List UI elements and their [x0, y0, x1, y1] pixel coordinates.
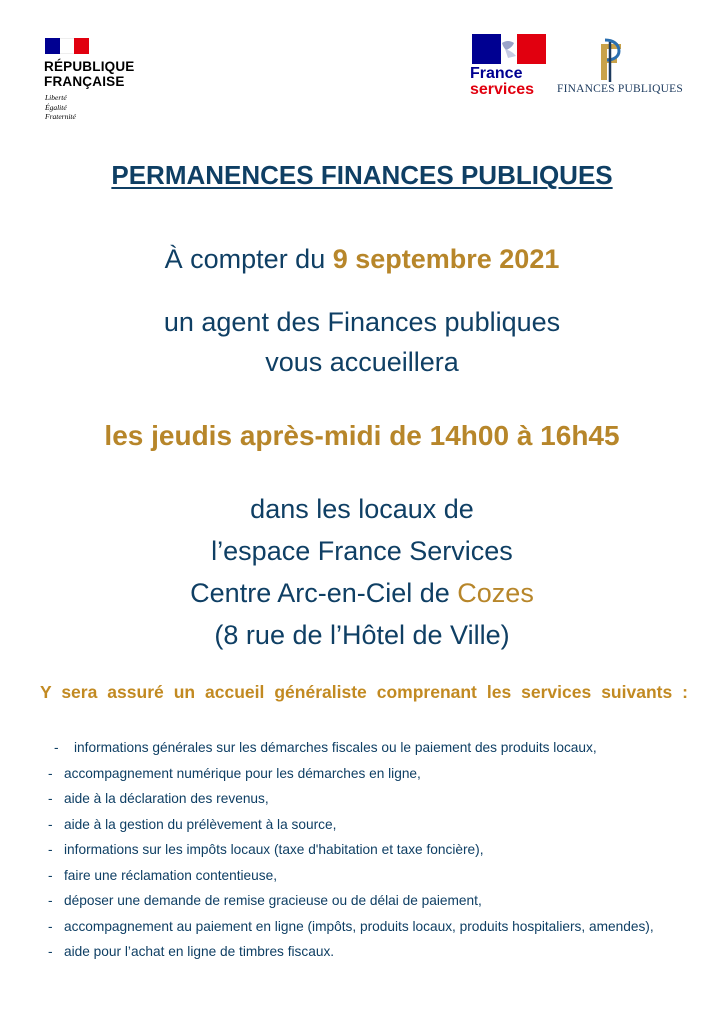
agent-line-1: un agent des Finances publiques	[163, 307, 561, 337]
services-intro: Y sera assuré un accueil généraliste comprenant les services suivants :	[40, 682, 688, 702]
location-city: Cozes	[457, 578, 534, 608]
location-line-1: dans les locaux de	[250, 494, 474, 524]
location-address: (8 rue de l’Hôtel de Ville)	[214, 620, 510, 650]
list-item: - informations sur les impôts locaux (taxe d'habitation et taxe foncière),	[48, 842, 484, 857]
list-item: - déposer une demande de remise gracieuse ou de délai de paiement,	[48, 893, 482, 908]
agent-line-2: vous accueillera	[265, 347, 459, 377]
finances-publiques-label: FINANCES PUBLIQUES	[557, 83, 683, 95]
start-date: 9 septembre 2021	[332, 244, 560, 274]
france-services-logo: France services	[470, 65, 535, 98]
start-date-line: À compter du 9 septembre 2021	[164, 244, 560, 274]
list-item: - accompagnement au paiement en ligne (impôts, produits locaux, produits hospitaliers, amendes),	[48, 918, 654, 934]
republique-francaise-flag-icon	[45, 38, 89, 54]
list-item: - informations générales sur les démarches fiscales ou le paiement des produits locaux,	[54, 740, 597, 755]
list-item: - faire une réclamation contentieuse,	[48, 867, 278, 883]
france-services-flag-icon	[472, 34, 546, 64]
schedule: les jeudis après-midi de 14h00 à 16h45	[104, 420, 620, 451]
list-item: - aide à la déclaration des revenus,	[48, 791, 269, 806]
list-item: - aide à la gestion du prélèvement à la source,	[48, 816, 337, 832]
location-line-3: Centre Arc-en-Ciel de Cozes	[190, 578, 534, 608]
services-list	[40, 738, 688, 968]
page-title: PERMANENCES FINANCES PUBLIQUES	[111, 160, 613, 190]
location-line-2: l’espace France Services	[211, 536, 513, 566]
list-item: - accompagnement numérique pour les démarches en ligne,	[48, 765, 421, 781]
republique-motto: Liberté Égalité Fraternité	[45, 93, 76, 121]
list-item: - aide pour l’achat en ligne de timbres fiscaux.	[48, 944, 335, 959]
republique-francaise-title: RÉPUBLIQUE FRANÇAISE	[44, 59, 135, 89]
finances-publiques-logo-icon	[595, 38, 625, 84]
